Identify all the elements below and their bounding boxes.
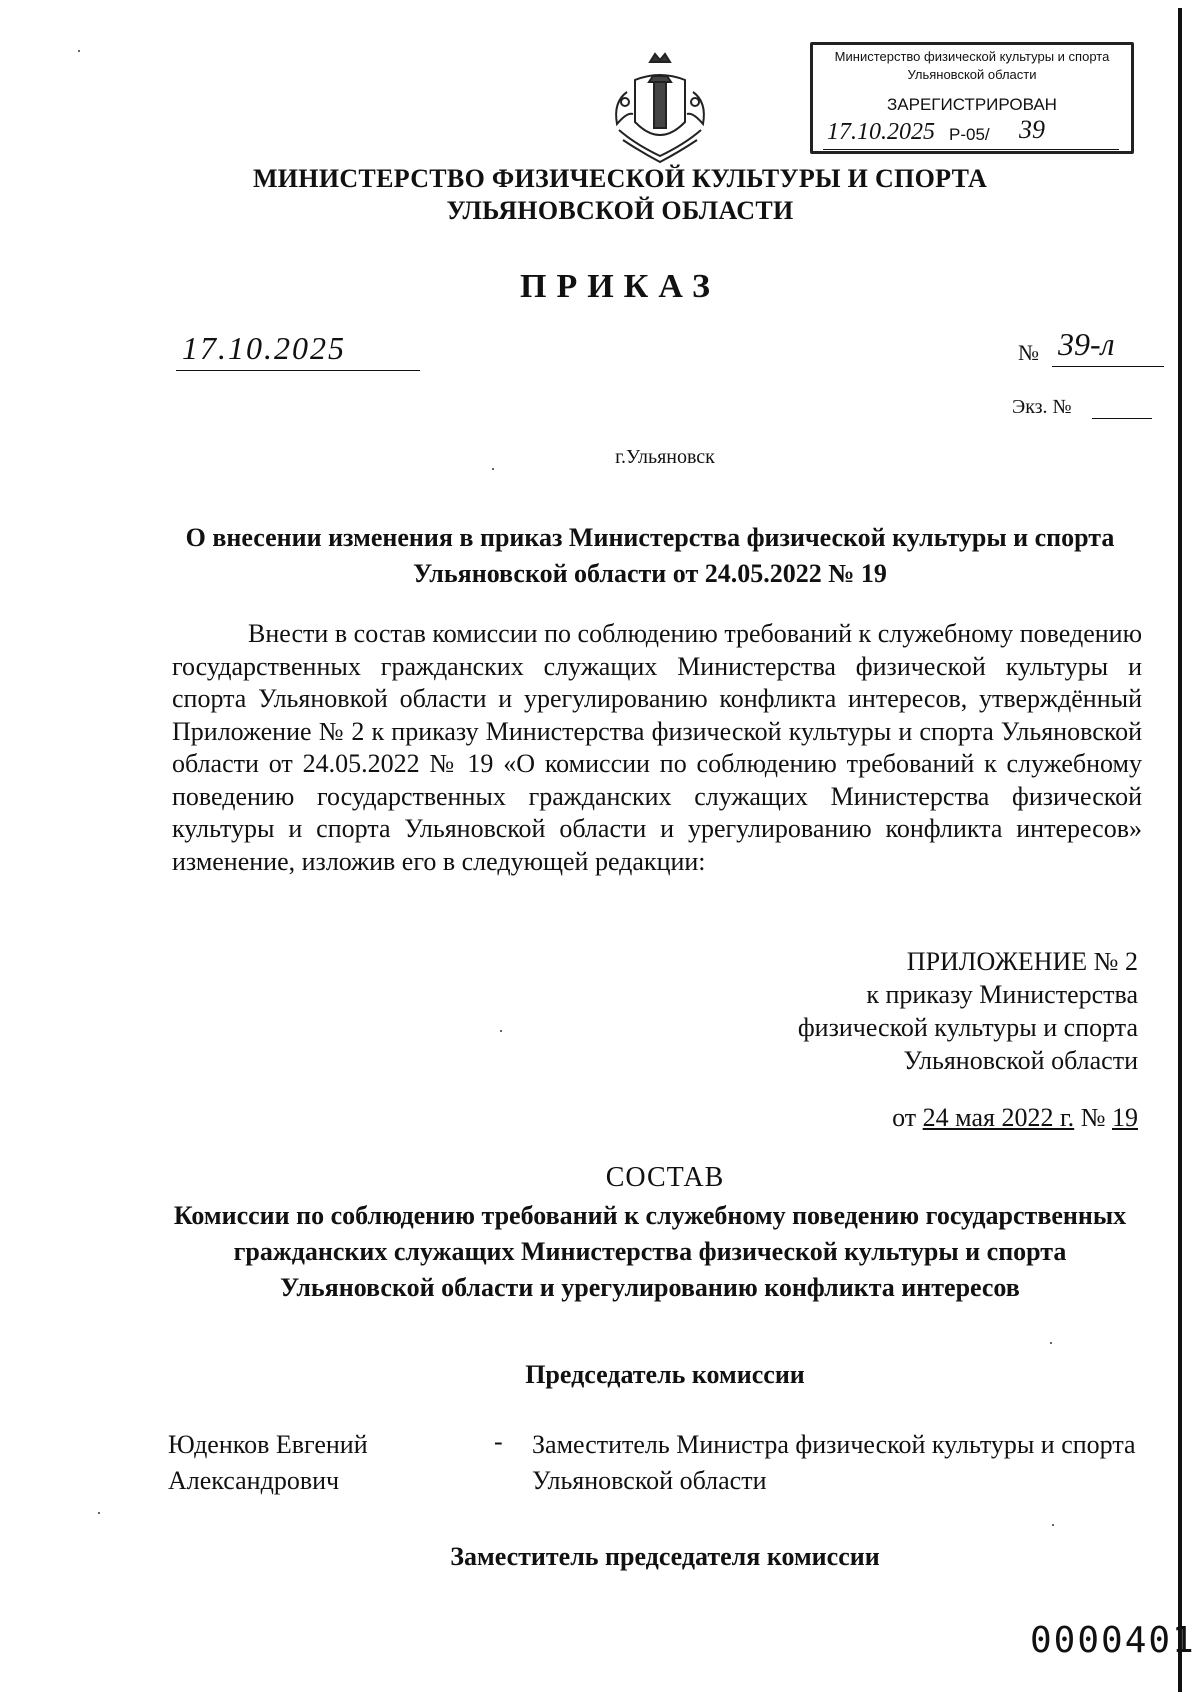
appendix-number-sign: № [1080, 1103, 1106, 1132]
order-number-label: № [1018, 340, 1039, 365]
ministry-name-line2: УЛЬЯНОВСКОЙ ОБЛАСТИ [446, 196, 794, 225]
stamp-registered-label: ЗАРЕГИСТРИРОВАН [887, 95, 1057, 114]
stamp-ministry-line: Министерство физической культуры и спорта [834, 49, 1110, 64]
order-date-handwritten: 17.10.2025 [182, 330, 346, 366]
appendix-title: ПРИЛОЖЕНИЕ № 2 [906, 947, 1138, 976]
copy-number-label: Экз. № [1012, 396, 1072, 418]
appendix-line4: Ульяновской области [903, 1046, 1138, 1075]
order-number-handwritten: 39-л [1058, 326, 1115, 362]
order-number-line [1052, 366, 1164, 367]
scan-speck [492, 468, 494, 470]
scan-speck [1052, 1524, 1054, 1526]
scan-speck [1050, 1342, 1052, 1344]
appendix-date-prefix: от [892, 1103, 917, 1132]
document-serial-number: 0000401 [1030, 1620, 1196, 1661]
scan-speck [500, 1030, 502, 1032]
appendix-date: 24 мая 2022 г. [922, 1103, 1075, 1132]
stamp-handwritten-date: 17.10.2025 [827, 119, 935, 145]
appendix-number: 19 [1112, 1103, 1138, 1132]
scan-speck [78, 50, 80, 52]
appendix-line3: физической культуры и спорта [797, 1013, 1138, 1042]
appendix-date-line [638, 1103, 1138, 1133]
ministry-name-line1: МИНИСТЕРСТВО ФИЗИЧЕСКОЙ КУЛЬТУРЫ И СПОРТА [252, 164, 988, 193]
chairman-position: Заместитель Министра физической культуры и спорта Ульяновской области [532, 1430, 1136, 1495]
appendix-block [638, 945, 1138, 1077]
city-label: г.Ульяновск [615, 446, 715, 468]
scan-edge-line [1178, 8, 1182, 1692]
chairman-heading: Председатель комиссии [525, 1360, 805, 1389]
registration-stamp [810, 42, 1134, 154]
document-type-title: ПРИКАЗ [520, 268, 720, 305]
stamp-handwritten-number: 39 [1019, 115, 1045, 144]
scan-speck [98, 1512, 100, 1514]
stamp-region-line: Ульяновской области [907, 67, 1037, 82]
order-body-paragraph: Внести в состав комиссии по соблюдению требований к служебному поведению государственных гражданских служащих Министерства физической культуры и спорта Ульяновкой области и урегулированию конфликта интересов, утверждённый Приложение № 2 к приказу Министерства физической культуры и спорта Ульяновской области от 24.05.2022 № 19 «О комиссии по соблюдению требований к служебному поведению государственных гражданских служащих Министерства физической культуры и спорта Ульяновской области и урегулированию конфликта интересов» изменение, изложив его в следующей редакции: [172, 619, 1142, 876]
stamp-underline [823, 149, 1119, 150]
copy-number-line [1092, 418, 1152, 419]
stamp-reg-prefix: Р-05/ [949, 125, 990, 144]
deputy-chairman-heading: Заместитель председателя комиссии [450, 1542, 880, 1571]
chairman-dash: - [494, 1427, 503, 1456]
composition-subtitle: Комиссии по соблюдению требований к служебному поведению государственных гражданских служащих Министерства физической культуры и спорта Ульяновской области и урегулированию конфликта интересов [173, 1201, 1127, 1302]
order-date-line [176, 370, 420, 371]
appendix-line2: к приказу Министерства [866, 980, 1138, 1009]
order-subject: О внесении изменения в приказ Министерства физической культуры и спорта Ульяновской области от 24.05.2022 № 19 [185, 523, 1115, 588]
composition-title: СОСТАВ [605, 1162, 725, 1193]
coat-of-arms-icon [605, 52, 715, 164]
chairman-name: Юденков Евгений Александрович [168, 1430, 368, 1495]
